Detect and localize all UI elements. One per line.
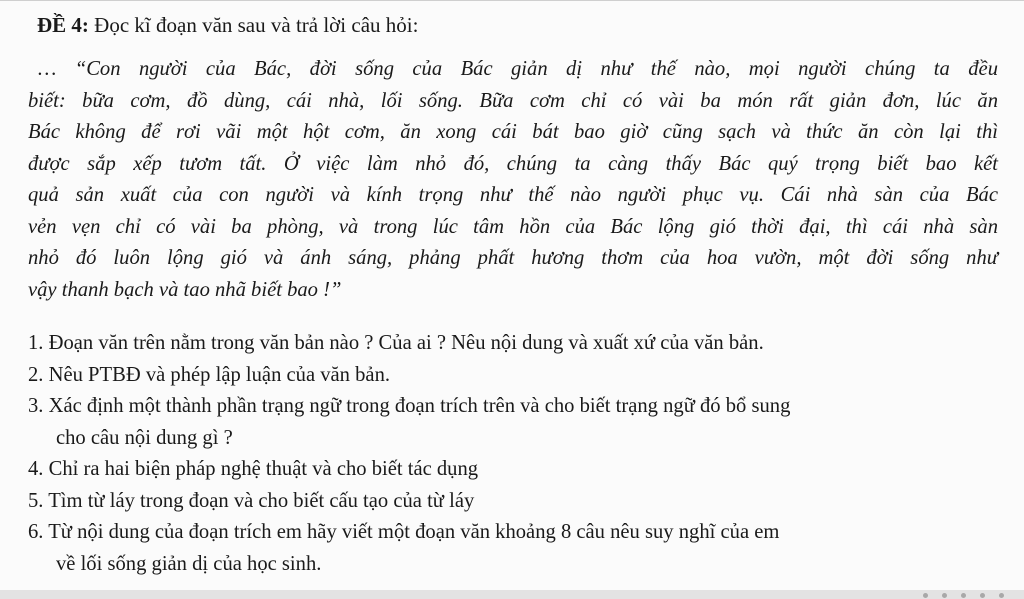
question-3-continued: cho câu nội dung gì ? [56,426,233,449]
question-list [28,328,998,580]
passage-line: vậy thanh bạch và tao nhã biết bao !” [28,278,342,301]
question-1: 1. Đoạn văn trên nằm trong văn bản nào ? Của ai ? Nêu nội dung và xuất xứ của văn bản. [28,332,764,354]
passage-line: được sắp xếp tươm tất. Ở việc làm nhỏ đó, chúng ta càng thấy Bác quý trọng biết bao kết [28,152,998,175]
question-4: 4. Chỉ ra hai biện pháp nghệ thuật và cho biết tác dụng [28,458,479,480]
passage-line: biết: bữa cơm, đồ dùng, cái nhà, lối sống. Bữa cơm chỉ có vài ba món rất giản đơn, lúc ăn [28,89,998,112]
question-3: 3. Xác định một thành phần trạng ngữ trong đoạn trích trên và cho biết trạng ngữ đó bổ sung [28,395,791,417]
passage-line: Bác không để rơi vãi một hột cơm, ăn xong cái bát bao giờ cũng sạch và thức ăn còn lại thì [28,121,998,143]
toolbar-dot-icon[interactable] [961,593,966,598]
passage-line: quả sản xuất của con người và kính trọng như thế nào người phục vụ. Cái nhà sàn của Bác [28,184,998,206]
toolbar-dot-icon[interactable] [999,593,1004,598]
question-6-continued: về lối sống giản dị của học sinh. [56,552,322,575]
toolbar-icons [923,591,1004,599]
passage-line: … “Con người của Bác, đời sống của Bác giản dị như thế nào, mọi người chúng ta đều [38,58,998,80]
toolbar-dot-icon[interactable] [980,593,985,598]
exam-heading [37,13,418,38]
bottom-toolbar [0,590,1024,599]
passage [28,54,998,306]
question-2: 2. Nêu PTBĐ và phép lập luận của văn bản. [28,363,391,386]
question-6: 6. Từ nội dung của đoạn trích em hãy viết một đoạn văn khoảng 8 câu nêu suy nghĩ của em [28,521,780,543]
exam-instruction: Đọc kĩ đoạn văn sau và trả lời câu hỏi: [88,13,419,37]
passage-line: vẻn vẹn chỉ có vài ba phòng, và trong lúc tâm hồn của Bác lộng gió thời đại, thì cái nhà sàn [28,215,998,238]
toolbar-dot-icon[interactable] [923,593,928,598]
toolbar-dot-icon[interactable] [942,593,947,598]
question-5: 5. Tìm từ láy trong đoạn và cho biết cấu tạo của từ láy [28,489,475,512]
exam-number: ĐỀ 4: [37,13,89,37]
passage-line: nhỏ đó luôn lộng gió và ánh sáng, phảng phất hương thơm của hoa vườn, một đời sống như [28,247,998,269]
